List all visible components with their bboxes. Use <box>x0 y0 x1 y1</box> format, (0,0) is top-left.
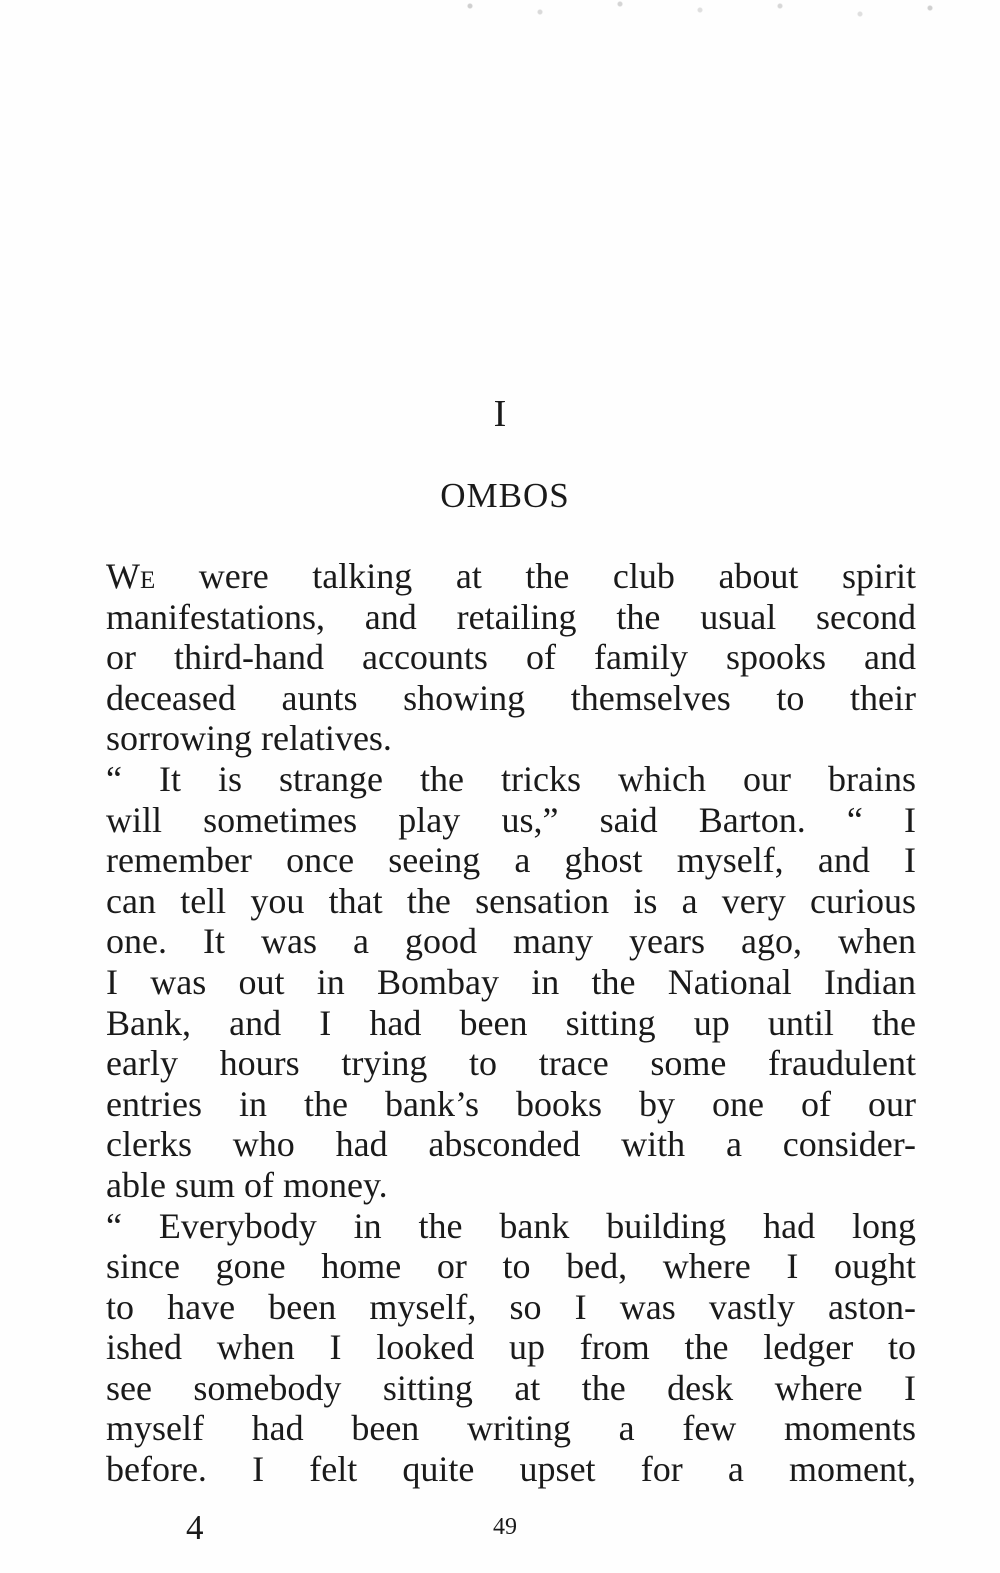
text-line: entries in the bank’s books by one of our <box>106 1083 916 1124</box>
page-edge-speckles <box>0 0 1000 40</box>
text-line <box>106 556 916 597</box>
text-line: ished when I looked up from the ledger to <box>106 1327 916 1368</box>
text-line: deceased aunts showing themselves to their <box>106 677 916 718</box>
text-line: sorrowing relatives. <box>106 718 392 759</box>
text-line: to have been myself, so I was vastly aston- <box>106 1286 916 1327</box>
text-line: clerks who had absconded with a consider- <box>106 1124 916 1165</box>
text-line: one. It was a good many years ago, when <box>106 921 916 962</box>
text-line: or third-hand accounts of family spooks and <box>106 637 916 678</box>
text-line: see somebody sitting at the desk where I <box>106 1367 916 1408</box>
text-line-content: were talking at the club about spirit <box>155 556 916 596</box>
text-line: I was out in Bombay in the National Indian <box>106 961 916 1002</box>
chapter-body <box>106 556 916 1490</box>
text-line: “ Everybody in the bank building had long <box>106 1205 916 1246</box>
text-line: since gone home or to bed, where I ought <box>106 1246 916 1287</box>
text-line: can tell you that the sensation is a very curious <box>106 880 916 921</box>
text-line: will sometimes play us,” said Barton. “ I <box>106 799 916 840</box>
text-line: remember once seeing a ghost myself, and I <box>106 840 916 881</box>
chapter-number: I <box>493 393 507 435</box>
text-line: “ It is strange the tricks which our brains <box>106 758 916 799</box>
text-line: myself had been writing a few moments <box>106 1408 916 1449</box>
text-line: able sum of money. <box>106 1164 388 1205</box>
text-line: before. I felt quite upset for a moment, <box>106 1449 916 1490</box>
signature-mark: 4 <box>186 1508 204 1547</box>
chapter-title: OMBOS <box>440 476 570 515</box>
lead-small-caps: We <box>106 556 156 596</box>
page-number: 49 <box>493 1514 517 1540</box>
text-line: early hours trying to trace some fraudulent <box>106 1043 916 1084</box>
text-line: Bank, and I had been sitting up until the <box>106 1002 916 1043</box>
text-line: manifestations, and retailing the usual second <box>106 596 916 637</box>
